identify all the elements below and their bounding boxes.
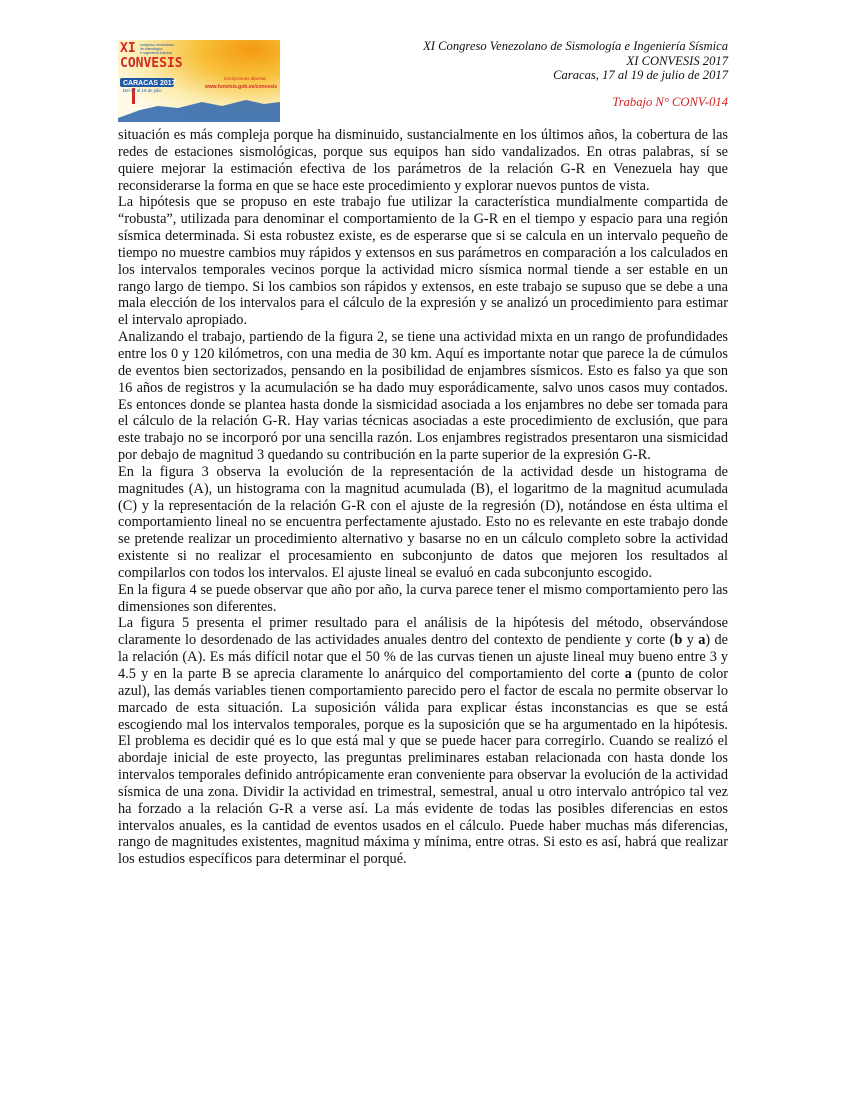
paragraph-6-text-c: y [682,632,699,649]
convesis-logo-art [118,40,280,122]
header-paper-number: Trabajo N° CONV-014 [612,94,728,109]
convesis-logo [118,40,280,122]
logo-url: www.funvisis.gob.ve/convesis [205,84,278,90]
paragraph-6-text-a: La figura 5 presenta el primer resultado para el análisis de la hipótesis del método, observándose claramente lo desordenado de las actividades anuales dentro del contexto de pendiente y corte ( [118,615,728,649]
conference-header [423,39,728,109]
paragraph-3: Analizando el trabajo, partiendo de la figura 2, se tiene una actividad mixta en un rango de profundidades entre los 0 y 120 kilómetros, con una media de 30 km. Aquí es importante notar que parece la de cúmulos de eventos bien sectorizados, pensando en la posibilidad de enjambres sísmicos. Esto es falso ya que son 16 años de registros y la acumulación se ha dado muy esporádicamente, salvo unos casos muy contados. Es entonces donde se plantea hasta donde la sismicidad asociada a los enjambres no debe ser tomada para el cálculo de la relación G-R. Hay varias técnicas asociadas a este procedimiento de exclusión, que para este trabajo no se incorporó por una sencilla razón. Los enjambres registrados presentaron una sismicidad por debajo de magnitud 3 quedando su contribución en la parte superior de la expresión G-R. [118,329,728,464]
paragraph-6-text-g: (punto de color azul), las demás variables tienen comportamiento parecido pero el factor de escala no permite observar lo marcado de esta situación. La suposición válida para explicar éstas inconstancias es que se está escogiendo mal los intervalos temporales, porque es la suposición que se ha argumentado en la hipótesis. El problema es decidir qué es lo que está mal y que se puede hacer para corregirlo. Cuando se realizó el abordaje inicial de este proyecto, las preguntas preliminares estaban relacionada con hasta donde los intervalos temporales definido antrópicamente eran conveniente para observar la evolución de la actividad sísmica de una zona. Dividir la actividad en trimestral, semestral, anual u otro intervalo antrópico tal vez ha forzado a la relación G-R a verse así. La más evidente de todas las posibles diferencias en estos intervalos anuales, es la cantidad de eventos usados en el cálculo. Puede haber muchas más diferencias, rango de magnitudes existentes, magnitud máxima y mínima, entre otras. Si esto es así, habrá que realizar los estudios específicos para determinar el porqué. [118,666,728,868]
header-edition: XI CONVESIS 2017 [626,53,728,68]
paper-body [118,127,728,868]
paragraph-6-text-e: ) de la relación (A). Es más difícil notar que el 50 % de las curvas tienen un ajuste lineal muy bueno entre 3 y 4.5 y en la parte B se aprecia claramente lo anárquico del comportamiento del corte [118,632,728,682]
logo-tagline-3: e ingeniería sísmica [140,51,172,55]
paragraph-4: En la figura 3 observa la evolución de la representación de la actividad desde un histograma de magnitudes (A), un histograma con la magnitud acumulada (B), el logaritmo de la magnitud acumulada (C) y la representación de la relación G-R con el ajuste de la regresión (D), notándose en ésta ultima el comportamiento lineal no se encuentra perfectamente ajustado. Esto no es relevante en este trabajo donde se pretende realizar un procedimiento alternativo y basarse no en un cálculo completo sobre la actividad existente si no realizar el procesamiento en subconjunto de datos que mejoren los resultados al compilarlos con todos los intervalos. El ajuste lineal se evaluó en cada subconjunto escogido. [118,463,728,581]
header-place-date: Caracas, 17 al 19 de julio de 2017 [553,68,728,83]
logo-city: CARACAS 2017 [123,80,176,87]
logo-name: CONVESIS [120,56,183,71]
paragraph-6-bold-a: a [698,632,706,649]
paragraph-1: situación es más compleja porque ha disminuido, sustancialmente en los últimos años, la cobertura de las redes de estaciones sismológicas, porque sus equipos han sido vandalizados. En otras palabras, sí se quiere mejorar la estimación efectiva de los parámetros de la relación G-R en Venezuela hay que reconsiderarse la forma en que se hace este procedimiento y explorar nuevos puntos de vista. [118,127,728,194]
paragraph-5: En la figura 4 se puede observar que año por año, la curva parece tener el mismo comportamiento pero las dimensiones son diferentes. [118,581,728,615]
logo-tagline-1: congreso venezolano [140,43,175,47]
paragraph-6-bold-a-2: a [624,666,632,682]
header-congress-name: XI Congreso Venezolano de Sismología e Ingeniería Sísmica [423,39,728,53]
paragraph-6-bold-b: b [674,632,683,649]
paragraph-6 [118,615,728,868]
logo-tagline-2: de sismología [140,47,163,51]
logo-dates: Del 17 al 19 de julio [123,88,162,93]
paragraph-2: La hipótesis que se propuso en este trabajo fue utilizar la característica mundialmente compartida de “robusta”, utilizada para denominar el comportamiento de la G-R en el tiempo y espacio para una región sísmica determinada. Si esta robustez existe, es de esperarse que si se calcula en un intervalo pequeño de tiempo no muestre cambios muy rápidos y extensos en sus parámetros en comparación a los calculados en los intervalos temporales vecinos porque la actividad micro sísmica normal tiende a ser estable en un rango largo de tiempo. Si los cambios son rápidos y extensos, en este trabajo se supuso que se debe a una mala elección de los intervalos para el cálculo de la expresión y se analizó un procedimiento para estimar el intervalo apropiado. [118,194,728,329]
logo-title: XI [120,41,136,56]
logo-inscriptions: inscripciones abiertas [224,76,267,81]
